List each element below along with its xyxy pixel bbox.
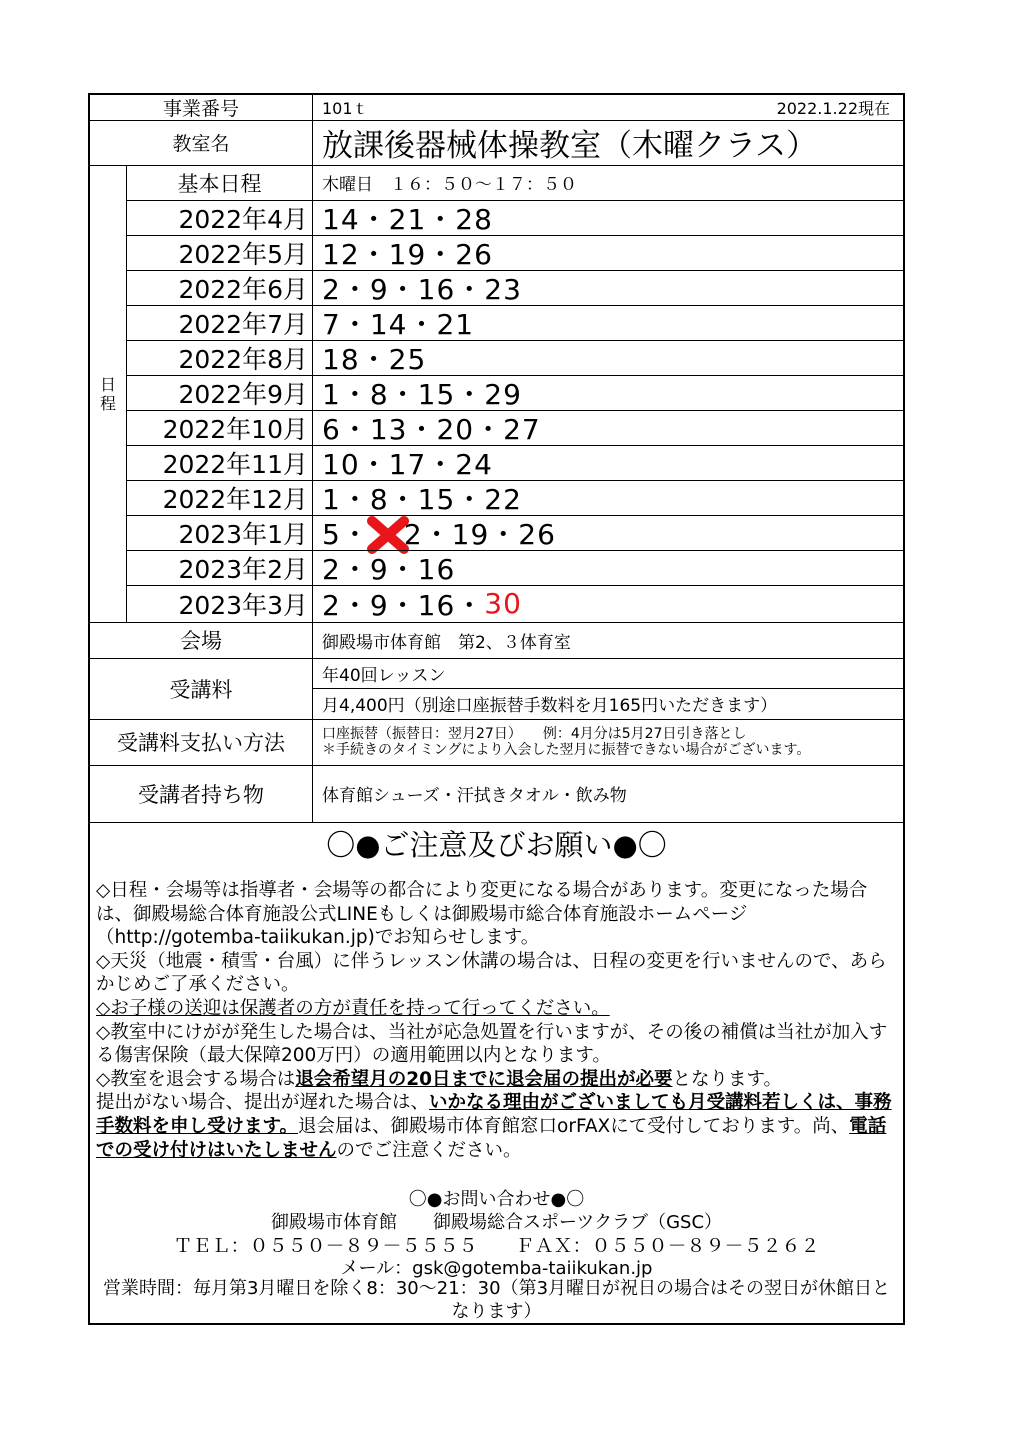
payment-label: 受講料支払い方法 — [117, 731, 285, 755]
month-dates: 14・21・28 — [322, 202, 493, 236]
month-label: 2022年9月 — [178, 379, 308, 409]
contact-title: 〇●お問い合わせ●〇 — [408, 1189, 585, 1210]
venue-value: 御殿場市体育館 第2、３体育室 — [322, 632, 571, 653]
month-dates: 1・8・15・29 — [322, 377, 522, 411]
notice-body — [96, 879, 897, 1162]
month-label: 2022年6月 — [178, 274, 308, 304]
month-label: 2022年11月 — [162, 449, 308, 479]
month-dates: 10・17・24 — [322, 447, 493, 481]
contact-mail: メール：gsk@gotemba-taiikukan.jp — [340, 1258, 653, 1279]
month-dates: 6・13・20・27 — [322, 412, 541, 446]
month-label: 2022年7月 — [178, 309, 308, 339]
belongings-label: 受講者持ち物 — [138, 782, 264, 807]
schedule-side-label: 日 程 — [99, 374, 116, 413]
belongings-value: 体育館シューズ・汗拭きタオル・飲み物 — [322, 786, 627, 806]
notice-title: 〇●ご注意及びお願い●〇 — [326, 828, 667, 862]
info-sheet — [88, 93, 905, 1325]
payment-value: 口座振替（振替日：翌月27日） 例：4月分は5月27日引き落とし ＊手続きのタイミングにより入会した翌月に振替できない場合がございます。 — [322, 726, 811, 758]
notice-item: 提出がない場合、提出が遅れた場合は、いかなる理由がございましても月受講料若しくは、事務手数料を申し受けます。退会届は、御殿場市体育館窓口orFAXにて受付しております。尚、電話での受け付けはいたしませんのでご注意ください。 — [96, 1092, 892, 1161]
month-dates: 18・25 — [322, 342, 427, 376]
fee-monthly: 月4,400円（別途口座振替手数料を月165円いただきます） — [322, 696, 778, 716]
notice-item: ◇教室中にけがが発生した場合は、当社が応急処置を行いますが、その後の補償は当社が加入する傷害保険（最大保障200万円）の適用範囲以内となります。 — [96, 1021, 888, 1067]
month-dates: 2・9・16・ 30 — [322, 587, 522, 622]
month-dates: 1・8・15・22 — [322, 482, 522, 516]
fee-lessons: 年40回レッスン — [322, 665, 446, 686]
notice-item: ◇日程・会場等は指導者・会場等の都合により変更になる場合があります。変更になった場合は、御殿場総合体育施設公式LINEもしくは御殿場市総合体育施設ホームページ（http://gotemba-taiikukan.jp)でお知らせします。 — [96, 880, 868, 949]
venue-label: 会場 — [180, 629, 222, 653]
month-dates: 7・14・21 — [322, 307, 475, 341]
month-label: 2022年8月 — [178, 344, 308, 374]
notice-item: ◇お子様の送迎は保護者の方が責任を持って行ってください。 — [96, 997, 610, 1019]
month-label: 2022年12月 — [162, 484, 308, 514]
fee-label: 受講料 — [169, 677, 233, 702]
month-label: 2023年2月 — [178, 554, 308, 584]
month-dates: 12・19・26 — [322, 237, 493, 271]
notice-item: ◇天災（地震・積雪・台風）に伴うレッスン休講の場合は、日程の変更を行いませんので、あらかじめご了承ください。 — [96, 950, 887, 996]
contact-orgs: 御殿場市体育館 御殿場総合スポーツクラブ（GSC） — [270, 1212, 723, 1233]
notice-item: ◇教室を退会する場合は退会希望月の20日までに退会届の提出が必要となります。 — [96, 1068, 783, 1090]
class-name: 放課後器械体操教室（木曜クラス） — [322, 128, 818, 164]
contact-hours: 営業時間：毎月第3月曜日を除く8：30～21：30（第3月曜日が祝日の場合はその翌日が休館日となります） — [102, 1278, 891, 1322]
month-label: 2022年5月 — [178, 239, 308, 269]
contact-tel-fax: ＴＥＬ：０５５０－８９－５５５５ ＦＡＸ：０５５０－８９－５２６２ — [173, 1235, 820, 1257]
basic-schedule-label: 基本日程 — [177, 171, 262, 196]
month-label: 2023年1月 — [178, 519, 308, 549]
month-dates: 2・9・16 — [322, 552, 456, 586]
month-label: 2022年4月 — [178, 204, 308, 234]
month-dates: 5・ 2・19・26 — [322, 517, 556, 551]
class-label: 教室名 — [172, 133, 230, 155]
month-label: 2023年3月 — [178, 590, 308, 620]
basic-schedule-value: 木曜日 １６：５０～１７：５０ — [322, 175, 577, 195]
jigyo-label: 事業番号 — [162, 98, 239, 120]
month-label: 2022年10月 — [162, 414, 308, 444]
month-dates: 2・9・16・23 — [322, 272, 522, 306]
jigyo-number: 101ｔ — [322, 99, 369, 118]
as-of-date: 2022.1.22現在 — [776, 99, 890, 118]
